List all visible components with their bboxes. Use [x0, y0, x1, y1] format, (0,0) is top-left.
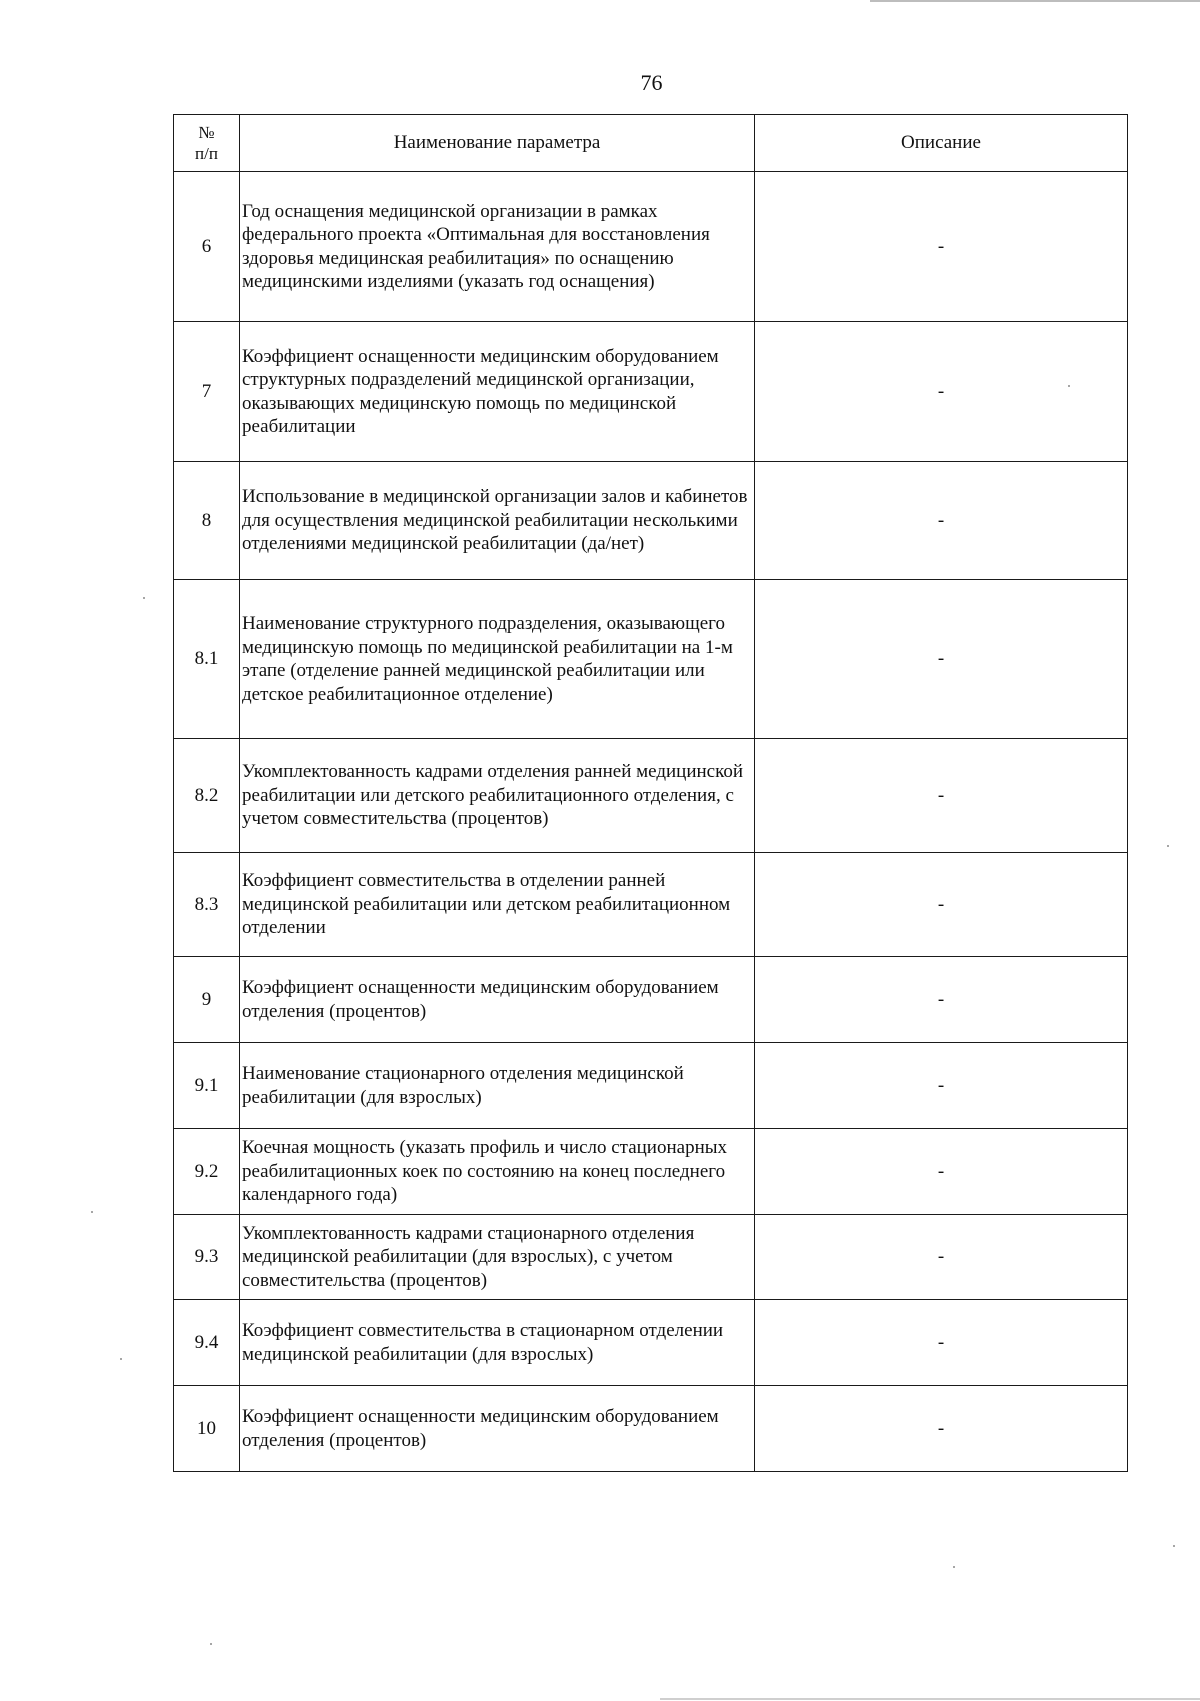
parameter-table — [173, 114, 1128, 1472]
table-row — [174, 322, 1128, 462]
row-description: - — [755, 322, 1128, 462]
row-description: - — [755, 853, 1128, 957]
header-description — [755, 115, 1128, 172]
table-row — [174, 957, 1128, 1043]
row-parameter-name: Коэффициент совместительства в отделении ранней медицинской реабилитации или детском реабилитационном отделении — [240, 853, 755, 957]
table-row — [174, 1386, 1128, 1472]
row-number: 9.2 — [174, 1129, 240, 1215]
row-parameter-name: Год оснащения медицинской организации в рамках федерального проекта «Оптимальная для восстановления здоровья медицинская реабилитация» по оснащению медицинскими изделиями (указать год оснащения) — [240, 172, 755, 322]
scan-speck — [1173, 1545, 1175, 1547]
scan-speck — [1167, 845, 1169, 847]
row-number: 9.4 — [174, 1300, 240, 1386]
row-description: - — [755, 1043, 1128, 1129]
scan-edge-bottom — [660, 1698, 1200, 1700]
row-number: 8.1 — [174, 580, 240, 739]
row-description: - — [755, 462, 1128, 580]
row-description: - — [755, 1129, 1128, 1215]
row-parameter-name: Коэффициент оснащенности медицинским оборудованием отделения (процентов) — [240, 1386, 755, 1472]
table-row — [174, 1043, 1128, 1129]
table-row — [174, 172, 1128, 322]
row-number: 8.3 — [174, 853, 240, 957]
table-row — [174, 1129, 1128, 1215]
row-description: - — [755, 172, 1128, 322]
table-row — [174, 739, 1128, 853]
row-description: - — [755, 739, 1128, 853]
scan-edge-top — [870, 0, 1200, 2]
scan-speck — [91, 1211, 93, 1213]
row-parameter-name: Коечная мощность (указать профиль и число стационарных реабилитационных коек по состоянию на конец последнего календарного года) — [240, 1129, 755, 1215]
scan-speck — [120, 1358, 122, 1360]
header-description-label: Описание — [901, 132, 981, 153]
header-number — [174, 115, 240, 172]
row-description: - — [755, 957, 1128, 1043]
row-description: - — [755, 1215, 1128, 1300]
table-row — [174, 580, 1128, 739]
row-number: 8.2 — [174, 739, 240, 853]
row-parameter-name: Коэффициент оснащенности медицинским оборудованием отделения (процентов) — [240, 957, 755, 1043]
row-description: - — [755, 1386, 1128, 1472]
scan-speck — [210, 1643, 212, 1645]
row-parameter-name: Укомплектованность кадрами отделения ранней медицинской реабилитации или детского реабилитационного отделения, с учетом совместительства (процентов) — [240, 739, 755, 853]
row-number: 10 — [174, 1386, 240, 1472]
table-header-row — [174, 115, 1128, 172]
header-name — [240, 115, 755, 172]
row-parameter-name: Наименование стационарного отделения медицинской реабилитации (для взрослых) — [240, 1043, 755, 1129]
row-number: 9.1 — [174, 1043, 240, 1129]
row-parameter-name: Коэффициент совместительства в стационарном отделении медицинской реабилитации (для взрослых) — [240, 1300, 755, 1386]
row-description: - — [755, 1300, 1128, 1386]
page-number: 76 — [640, 70, 663, 95]
table-row — [174, 1215, 1128, 1300]
row-number: 7 — [174, 322, 240, 462]
row-number: 9 — [174, 957, 240, 1043]
row-parameter-name: Использование в медицинской организации залов и кабинетов для осуществления медицинской реабилитации несколькими отделениями медицинской реабилитации (да/нет) — [240, 462, 755, 580]
scan-speck — [953, 1566, 955, 1568]
row-number: 6 — [174, 172, 240, 322]
table-row — [174, 462, 1128, 580]
header-name-label: Наименование параметра — [393, 132, 601, 153]
header-number-label: № п/п — [195, 123, 218, 163]
row-parameter-name: Наименование структурного подразделения, оказывающего медицинскую помощь по медицинской реабилитации на 1-м этапе (отделение ранней медицинской реабилитации или детское реабилитационное отделение) — [240, 580, 755, 739]
row-parameter-name: Укомплектованность кадрами стационарного отделения медицинской реабилитации (для взрослых), с учетом совместительства (процентов) — [240, 1215, 755, 1300]
row-number: 8 — [174, 462, 240, 580]
table-row — [174, 1300, 1128, 1386]
scan-speck — [1068, 385, 1070, 387]
row-description: - — [755, 580, 1128, 739]
row-parameter-name: Коэффициент оснащенности медицинским оборудованием структурных подразделений медицинской организации, оказывающих медицинскую помощь по медицинской реабилитации — [240, 322, 755, 462]
table-row — [174, 853, 1128, 957]
scan-speck — [143, 597, 145, 599]
row-number: 9.3 — [174, 1215, 240, 1300]
